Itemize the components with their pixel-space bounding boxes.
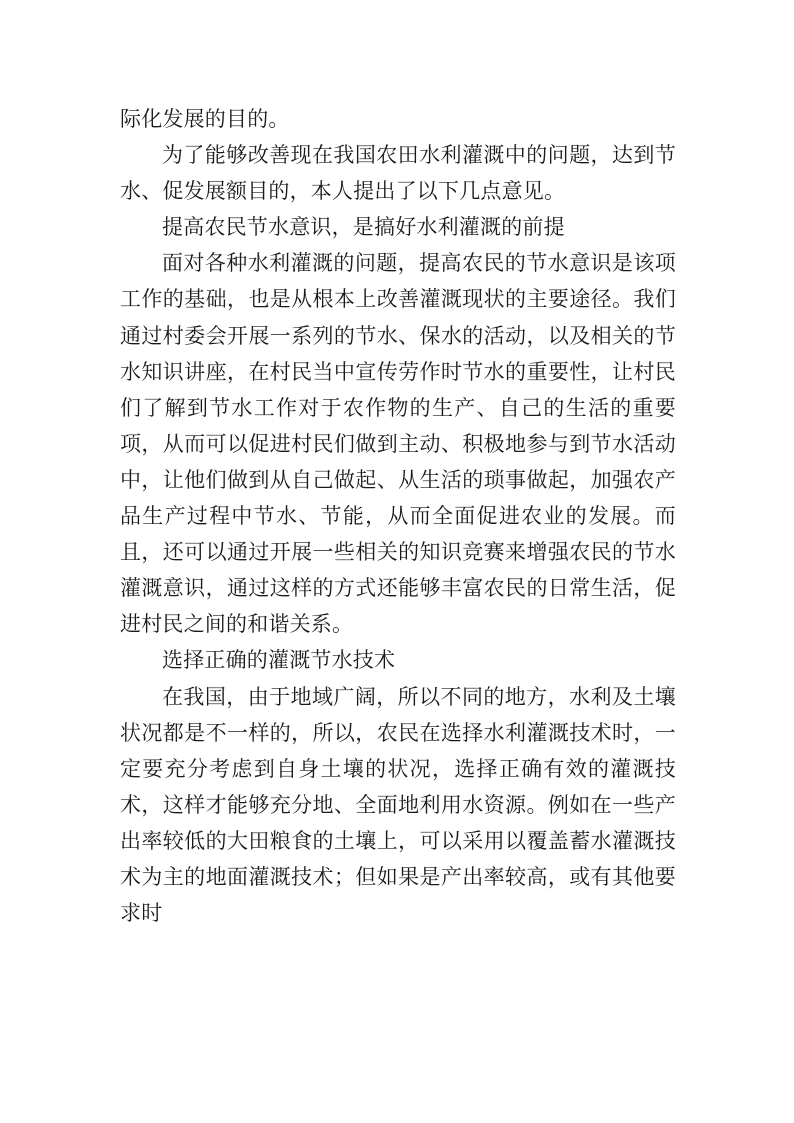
section-heading-technology: 选择正确的灌溉节水技术 — [162, 648, 396, 673]
paragraph-awareness: 面对各种水利灌溉的问题，提高农民的节水意识是该项工作的基础，也是从根本上改善灌溉现状的主要途径。我们通过村委会开展一系列的节水、保水的活动，以及相关的节水知识讲座，在村民当中宣传劳作时节水的重要性，让村民们了解到节水工作对于农作物的生产、自己的生活的重要项，从而可以促进村民们做到主动、积极地参与到节水活动中，让他们做到从自己做起、从生活的琐事做起，加强农产品生产过程中节水、节能，从而全面促进农业的发展。而且，还可以通过开展一些相关的知识竞赛来增强农民的节水灌溉意识，通过这样的方式还能够丰富农民的日常生活，促进村民之间的和谐关系。 — [120, 251, 676, 637]
paragraph-intro: 为了能够改善现在我国农田水利灌溉中的问题，达到节水、促发展额目的，本人提出了以下几点意见。 — [120, 143, 676, 204]
section-heading-awareness: 提高农民节水意识，是搞好水利灌溉的前提 — [162, 215, 565, 240]
paragraph-technology: 在我国，由于地域广阔，所以不同的地方，水利及土壤状况都是不一样的，所以，农民在选择水利灌溉技术时，一定要充分考虑到自身土壤的状况，选择正确有效的灌溉技术，这样才能够充分地、全面地利用水资源。例如在一些产出率较低的大田粮食的土壤上，可以采用以覆盖蓄水灌溉技术为主的地面灌溉技术；但如果是产出率较高，或有其他要求时 — [120, 684, 676, 926]
paragraph-continuation: 际化发展的目的。 — [120, 107, 290, 131]
document-body — [120, 101, 676, 931]
